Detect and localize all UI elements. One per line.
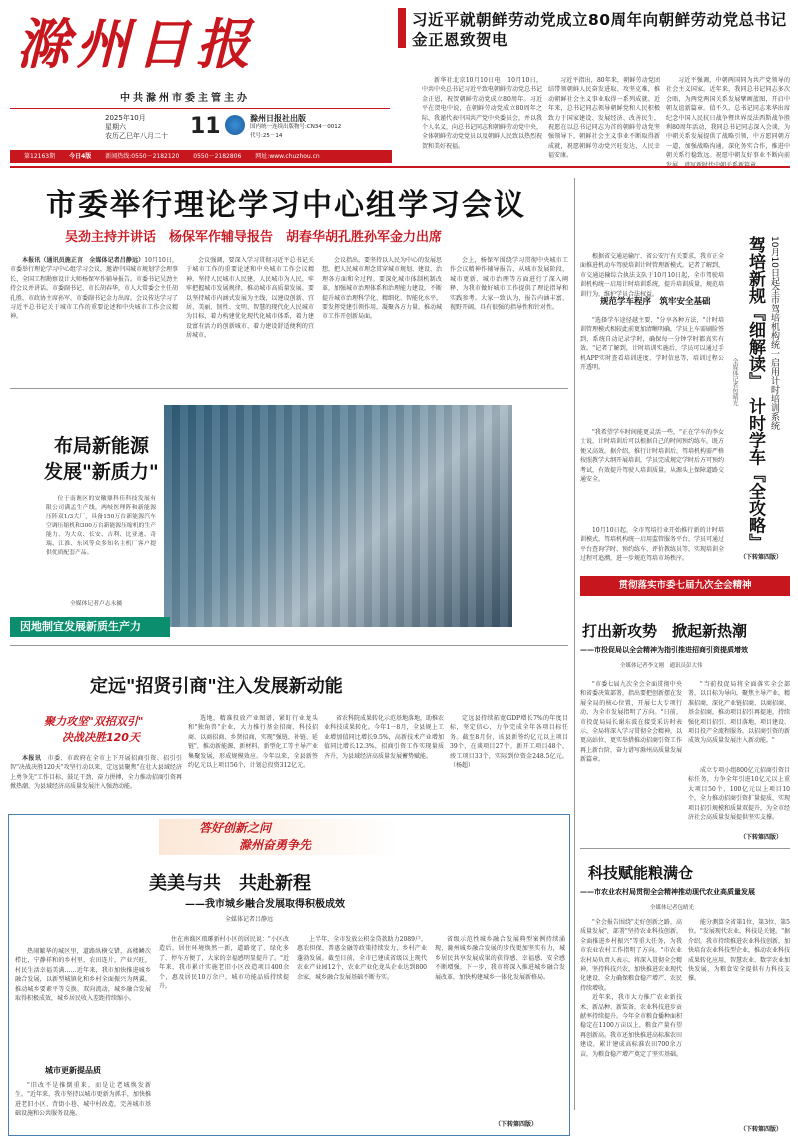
race-headline: 美美与共 共赴新程 (149, 873, 311, 894)
grain-continue: （下转第四版） (740, 1126, 783, 1133)
quarter-col3: 成立专项小组800亿元招商引资目标任务，力争全年引进10亿元以上重大项目50个、100亿元以上项目10个，全力推动招商引资扩量提质，实现项目招引规模和质量双提升，为全市经济社会高质量发展提供坚实支撑。 (688, 767, 791, 822)
top-news-col1: 新华社北京10月10日电 10月10日，中共中央总书记习近平致电朝鲜劳动党总书记金正恩，祝贺朝鲜劳动党成立80周年。习近平在贺电中说，在朝鲜劳动党成立80周年之际，我谨代表中国共产党中央委员会，并以我个人名义，向总书记同志和朝鲜劳动党中央，全体朝鲜劳动党党员以及朝鲜人民致以热烈祝贺和美好祝福。 (422, 77, 543, 150)
publisher-name: 滁州日报社出版 (250, 114, 306, 123)
race-col1: 热闹繁华的城区里，道路纵横交错，高楼鳞次栉比，宁静祥和的乡村里，农田连片，产业兴旺，村民生活幸福美满……近年来，我市加快推进城乡融合发展，以新型城镇化和乡村全面振兴为两翼，推动城乡要素平等交换、双向流动，城乡融合发展取得积极成效，城乡居民收入差距持续缩小。 (15, 948, 151, 1003)
grain-article (580, 852, 790, 1136)
race-col2: 住在南谯区琅琊新村小区的居民说："小区改造后，居住环境焕然一新，道路宽了、绿化多了、停车方便了，大家的幸福感明显提升了。"近年来，我市累计实施老旧小区改造项目400余个，惠及居民10万余户，城市功能品质持续提升。 (159, 936, 289, 991)
energy-caption: 位于南谯区的安徽鼎科佳科技发展有限公司满孟生产线，两岐医理阵和新能源压阵双1/3大厂，具备150万台新能源汽车空调压缩机和300万台新能源压缩机的生产能力，为大众、长安、吉利、比亚迪、奇瑞、江淮、东风等众多知名主机厂客户提供优质配套产品。 (46, 496, 156, 556)
top-news-col2: 习近平指出，80年来，朝鲜劳动党团结带领朝鲜人民奋发进取、攻坚克难，推动朝鲜社会主义事业取得一系列成就。近年来，总书记同志领导朝鲜党和人民积极致力于国家建设、发展经济、改善民生，祝愿在以总书记同志为首的朝鲜劳动党坚强领导下，朝鲜社会主义事业不断取得新成就，祝愿朝鲜劳动党兴旺发达，人民幸福安康。 (548, 77, 660, 160)
masthead (10, 8, 392, 148)
top-news (398, 8, 790, 164)
dingyuan-col4: 定远县持续拓宽GDP增长7%的年度目标，坚定信心，力争完成全年各项目标任务。截至8月份，该县新签约亿元以上项目39个，在谈项目27个，新开工项目48个，竣工项目33个，实际到位资金248.5亿元。（杨超） (450, 715, 568, 770)
race-continue: （下转第四版） (495, 1121, 538, 1128)
top-news-headline: 习近平就朝鲜劳动党成立80周年向朝鲜劳动党总书记金正恩致贺电 (412, 11, 787, 49)
exam-col3: "我希望学车时间能更灵活一些，"正在学车的李女士说，计时培训后可以根据自己的时间预约练车，既方便又高效。据介绍，推行计时培训后，驾培机构需严格按照教学大纲开展培训，学员完成规定学时后方可预约考试，有效提升驾驶人培训质量，从源头上保障道路交通安全。 (580, 429, 725, 484)
lead-col2: 会议强调，要深入学习贯彻习近平总书记关于城市工作的重要论述和中央城市工作会议精神，坚持人民城市人民建，人民城市为人民，牢牢把握城市发展规律，推动城市高质量发展。要以坚持城市内涵式发展为主线，以建设创新、宜居、美丽、韧性、文明、智慧的现代化人民城市为目标，着力构建优化现代化城市体系，着力建设富有活力的创新城市、着力建设舒适便利的宜居城市。 (186, 257, 314, 340)
page-count: 今日4版 (69, 153, 92, 160)
grain-subhead: ——市农业农村局贯彻全会精神推动现代农业高质量发展 (580, 888, 755, 896)
dingyuan-col3: 省农科院成果转化示范基地落地，助推农业科技成果转化。今年1－8月，全县规上工业增加值同比增长9.5%，高新技术产业增加值同比增长12.3%，招商引资工作实现量质齐升，为县域经济高质量发展蓄势赋能。 (324, 715, 445, 760)
grain-byline: 全媒体记者包晴光 (650, 905, 695, 911)
dingyuan-article (10, 650, 568, 812)
top-news-col3: 习近平强调，中朝两国同为共产党领导的社会主义国家。近年来，我同总书记同志多次会晤，为两党两国关系发展擘画蓝图，开启中朝友谊新篇章。值不久，总书记同志来华出席纪念中国人民抗日战争暨世界反法西斯战争胜利80周年活动，我同总书记同志深入会谈，为中朝关系发展提供了战略引领，中方愿同朝方一道，加强战略沟通，深化务实合作，推进中朝关系行稳致远。祝愿中朝友好事业不断向前 (666, 77, 790, 160)
publisher-logo-icon (225, 115, 245, 135)
race-feature (8, 814, 570, 1136)
race-subhead: ——我市城乡融合发展取得积极成效 (185, 899, 345, 910)
race-col1b: "旧改不是推倒重来，而是让老城焕发新生。"近年来，我市坚持以城市更新为抓手，加快推进老旧小区、背街小巷、城中村改造，完善城市基础设施和公共服务设施。 (15, 1082, 151, 1118)
quarter-banner: 贯彻落实市委七届九次全会精神 (580, 576, 790, 596)
grain-col1: "全会报告围绕"走好创新之路，高质量发展"，部署"坚持农业科技创新，全面推进乡村振兴"等重大任务，为我市农业农村工作指明了方向。"市农业农村局负责人表示，将深入贯彻全会精神，坚持科技兴农，加快推进农业现代化建设，全力确保粮食稳产增产、农民持续增收。 近年来，我市大力推广农业新技术、新品种、新装备，农业科技进步贡献率持续提升。今年全市粮食播种面积稳定在1100万亩以上，粮食产量有望再创新高。我市还加快推进高标准农田建设，累计建成高标准农田700余万亩，为粮食稳产增产奠定了坚实基础。 (580, 919, 683, 1058)
dingyuan-col2: 选地，精准投放产业图谱，紧盯行业龙头和"独角兽"企业，大力推行基金招商、科技招商、以商招商、乡贤招商，实现"强链、补链、延链"，推动新能源、新材料、新型化工等主导产业集聚发展，形成规模效应。今年以来，全县新签约亿元以上项目56个，计划总投资312亿元。 (188, 715, 318, 770)
race-col3: 上半年，全市发放公积金贷款助力2089户，惠农担保、普惠金融等政策持续发力，乡村产业蓬勃发展。截至目前，全市已建成省级以上现代农业产业园12个，农业产业化龙头企业达到800余家，城乡融合发展基础不断夯实。 (297, 936, 427, 981)
quarter-headline: 打出新攻势 掀起新热潮 (582, 622, 748, 640)
grain-col3: 能分测算全省第1位，第3位、第5位。"发展现代农业，科技是关键。"据介绍，我市持续推进农业科技创新，加快培育农业科技型企业，推动农业科技成果转化应用，智慧农业、数字农业加快发展，为粮食安全提供有力科技支撑。 (688, 919, 791, 983)
lead-col1: 本报讯（通讯员施正言 全媒体记者吕静远）10月10日，市委举行理论学习中心组学习会议，邀请中国城市规划学会理事长、全国工程勘察设计大师杨保军作辅导报告。市委书记吴劲主持会议并讲话。市委副书记、市长胡春华，市人大常委会主任胡孔胜，市政协主席孙军，市委副书记金力出席。会议传达学习了习近平总书记关于城市工作的重要论述和中央城市工作会议精神。 (10, 257, 179, 321)
date-day: 11 (190, 114, 221, 139)
quarter-article (580, 576, 790, 846)
lead-headline: 市委举行理论学习中心组学习会议 (46, 188, 526, 223)
date-lunar: 农历乙巳年八月二十 (105, 132, 168, 140)
lead-col4: 会上，杨保军围绕学习贯彻中央城市工作会议精神作辅导报告，从城市发展阶段、城市更新、城市治理等方面进行了深入阐释，为我市做好城市工作提供了理论指导和实践参考。大家一致认为，报告内涵丰富、视野开阔，具有很强的指导性和针对性。 (450, 257, 568, 312)
quarter-continue: （下转第四版） (740, 834, 783, 841)
dingyuan-col1: 本报讯 市委、市政府在全市上下开展招商引资、招引引智"决战决胜120天"攻坚行动以来，定远县聚焦"在壮大县域经济上勇争先"工作目标，鼓足干劲、奋力拼搏，全力推动招商引资再掀热潮，为县域经济高质量发展注入强劲动能。 (10, 755, 182, 791)
publication-code: 国内统一连续出版物号:CN34－0012 (250, 124, 342, 130)
quarter-subhead: ——市投促局以全会精神为指引推进招商引资提质增效 (580, 646, 748, 654)
postal-code: 代号:25－14 (250, 133, 283, 139)
energy-feature (10, 388, 568, 646)
quarter-col2: "当前投促局将全面落实全会部署，以目标为导向，聚焦主导产业，精准招商，深化产业链招商、以商招商、基金招商，推动项目招引再提速，持续强化项目招引、项目落地、项目建设、项目投产全流程服务，以招商引资的新成效为高质量发展注入新动能。" (688, 681, 791, 745)
exam-vertical-title: 驾培新规『细解读』 计时学车『全攻略』 (745, 236, 765, 551)
race-subheading: 城市更新提品质 (45, 1066, 101, 1075)
exam-col1: 根据省交通运输厅、省公安厅有关要求，我市正全面推进机动车驾驶培训计时管理新模式。记者了解到，市交通运输综合执法支队于10月10日起，全市驾驶培训机构统一启用计时培训系统，提升培训质量，规范培训行为，维护学员合法权益。 (580, 253, 725, 298)
masthead-subtitle: 中共滁州市委主管主办 (120, 93, 250, 104)
race-banner: 答好创新之问 滁州奋勇争先 (159, 819, 399, 855)
quarter-col1: "市委七届九次全会全面贯彻中央和省委决策部署，指出要把创新摆在发展全局的核心位置，开展七大专项行动，为全市发展指明了方向。"日前，市投促局局长谢东波在接受采访时表示，全局将深入学习贯彻全会精神，以更高站位、更实举措推动招商引资工作再上新台阶，奋力谱写滁州高质量发展新篇章。 (580, 681, 683, 764)
lead-subhead: 吴劲主持并讲话 杨保军作辅导报告 胡春华胡孔胜孙军金力出席 (65, 230, 443, 245)
lead-article (10, 178, 568, 386)
lead-byline: 本报讯（通讯员施正言 全媒体记者吕静远） (22, 257, 145, 264)
grain-headline: 科技赋能粮满仓 (588, 864, 694, 882)
exam-continue: （下转第四版） (740, 554, 783, 561)
date-weekday: 星期六 (105, 123, 126, 131)
dingyuan-badge: 聚力攻坚"双招双引" 决战决胜120天 (44, 715, 144, 744)
exam-col2: "选择学车途径越主要，"分享各种方法，"计时培训管理模式相较此前更加清晰明确，学员上车需刷脸签到，系统自动记录学时，确保每一分钟学时都真实有效。"记者了解到，计时培训实施后，学员可以通过手机APP实时查看培训进度、学时信息等，培训过程公开透明。 (580, 317, 725, 372)
race-byline: 全媒体记者吕静远 (225, 916, 274, 923)
news-hotline: 新闻热线:0550－2182120 (105, 153, 180, 160)
exam-vertical-byline: 全媒体记者包晴光 (731, 358, 738, 406)
factory-photo (164, 405, 512, 627)
exam-subheading: 规范学车程序 筑牢安全基础 (600, 297, 711, 307)
issue-number: 第12163期 (24, 153, 56, 160)
website: 网址:www.chuzhou.cn (255, 153, 320, 160)
info-bar (10, 150, 392, 163)
exam-vertical-subtitle: 10月10日起全市驾培机构统一启用计时培训系统 (769, 236, 779, 430)
race-col4: 省级示范性城乡融合发展典型案例持续涌现，滁州城乡融合发展的步伐更加坚实有力，城乡居民共享发展成果的获得感、幸福感、安全感不断增强。下一步，我市将深入推进城乡融合发展改革，加快构建城乡一体化发展新格局。 (435, 936, 565, 981)
newspaper-logo: 滁州日报 (16, 12, 256, 76)
date-line1: 2025年10月 (105, 114, 146, 122)
energy-title-line1: 布局新能源 (54, 435, 150, 457)
energy-banner: 因地制宜发展新质生产力 (10, 617, 170, 637)
ad-phone: 0550－2182806 (193, 153, 242, 160)
exam-col4: 10月10日起，全市驾培行业开始推行新的计时培训模式，驾培机构统一启用监管服务平台，学员可通过平台查询学时、预约练车、评价教练员等，实现培训全过程可追溯，进一步规范驾培市场秩序。 (580, 527, 725, 563)
dingyuan-headline: 定远"招贤引商"注入发展新动能 (90, 676, 343, 697)
lead-col3: 会议指出，要坚持以人民为中心的发展思想，把人民城市理念贯穿城市规划、建设、治理各方面和全过程。要深化城市体制机制改革，加强城市治理体系和治理能力建设，不断提升城市治理科学化、精细化、智能化水平。要发挥党建引领作用，凝聚各方力量，推动城市工作开创新局面。 (322, 257, 443, 321)
energy-title-line2: 发展"新质力" (44, 461, 159, 483)
quarter-byline: 全媒体记者李文刚 通讯员彭大伟 (620, 663, 703, 669)
energy-credit: 全媒体记者卢志永摄 (70, 601, 123, 607)
